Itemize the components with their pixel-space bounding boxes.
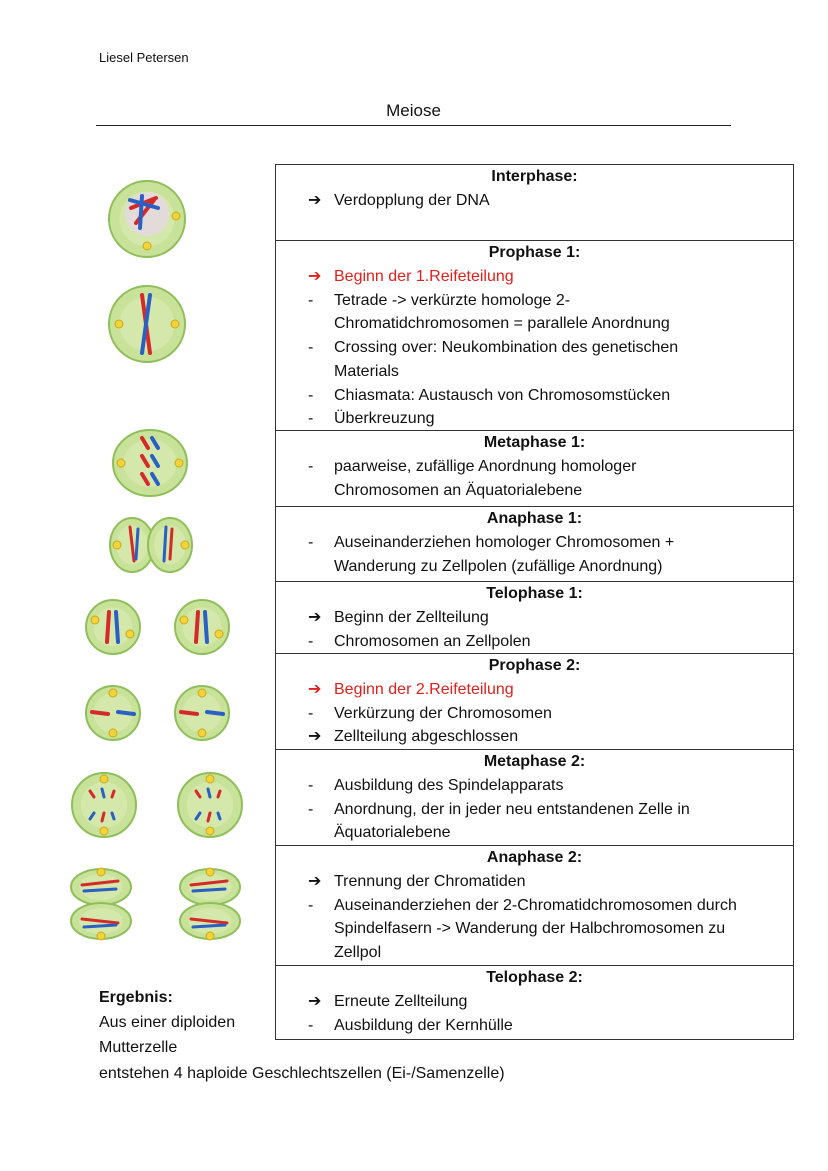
anaphase2-cell-left-illustration xyxy=(68,867,134,941)
phase-line xyxy=(276,384,793,408)
phase-line-text: Chromatidchromosomen = parallele Anordnung xyxy=(334,315,670,333)
dash-bullet: - xyxy=(308,458,314,475)
phase-heading: Telophase 2: xyxy=(486,969,583,986)
prophase1-cell-illustration xyxy=(106,283,188,365)
arrow-bullet-icon: ➔ xyxy=(308,192,322,209)
dash-bullet: - xyxy=(308,534,314,551)
phase-heading: Prophase 2: xyxy=(488,657,581,674)
anaphase1-cell-illustration xyxy=(108,515,194,575)
phase-line-text: Chromosomen an Äquatorialebene xyxy=(334,481,583,499)
phase-table xyxy=(275,164,794,1040)
dash-bullet: - xyxy=(308,1016,314,1034)
phase-line-text: Spindelfasern -> Wanderung der Halbchromosomen zu xyxy=(334,920,726,938)
phase-line xyxy=(276,941,793,965)
phase-line xyxy=(276,894,793,918)
phase-line xyxy=(276,725,793,749)
phase-line-text: Trennung der Chromatiden xyxy=(334,873,526,890)
interphase-cell-illustration xyxy=(106,178,188,260)
prophase2-cell-right-illustration xyxy=(173,684,231,742)
phase-heading: Telophase 1: xyxy=(486,585,583,602)
phase-line-text: Verkürzung der Chromosomen xyxy=(334,704,552,722)
metaphase1-cell-illustration xyxy=(110,427,190,499)
phase-section xyxy=(276,846,793,966)
phase-line xyxy=(276,265,793,289)
phase-line-text: Zellpol xyxy=(334,944,382,962)
phase-line-text: Erneute Zellteilung xyxy=(334,993,468,1010)
arrow-bullet-icon: ➔ xyxy=(308,873,322,890)
phase-line-text: Verdopplung der DNA xyxy=(334,192,490,209)
phase-line-text: paarweise, zufällige Anordnung homologer xyxy=(334,458,637,475)
phase-line xyxy=(276,555,793,579)
phase-line-text: Ausbildung des Spindelapparats xyxy=(334,777,564,794)
arrow-bullet-icon: ➔ xyxy=(308,681,322,698)
phase-heading: Prophase 1: xyxy=(488,244,581,261)
phase-line xyxy=(276,630,793,654)
dash-bullet: - xyxy=(308,339,314,357)
dash-bullet: - xyxy=(308,291,314,309)
phase-section xyxy=(276,165,793,241)
phase-line-text: Chiasmata: Austausch von Chromosomstücken xyxy=(334,386,671,404)
dash-bullet: - xyxy=(308,410,314,428)
prophase2-cell-left-illustration xyxy=(84,684,142,742)
dash-bullet: - xyxy=(308,704,314,722)
phase-line xyxy=(276,1014,793,1038)
arrow-bullet-icon: ➔ xyxy=(308,268,322,285)
title-rule xyxy=(96,125,731,126)
phase-line xyxy=(276,360,793,384)
phase-line-text: Wanderung zu Zellpolen (zufällige Anordnung) xyxy=(334,557,663,575)
phase-line-text: Beginn der Zellteilung xyxy=(334,609,489,626)
phase-line-text: Materials xyxy=(334,362,399,380)
phase-line-text: Tetrade -> verkürzte homologe 2- xyxy=(334,291,571,309)
phase-line-text: Überkreuzung xyxy=(334,410,435,428)
arrow-bullet-icon: ➔ xyxy=(308,993,322,1010)
phase-line xyxy=(276,407,793,431)
phase-line xyxy=(276,774,793,798)
phase-line-text: Beginn der 2.Reifeteilung xyxy=(334,681,514,698)
phase-heading: Anaphase 2: xyxy=(486,849,583,866)
phase-line-text: Anordnung, der in jeder neu entstandenen Zelle in xyxy=(334,800,690,818)
phase-section xyxy=(276,966,793,1040)
page-title: Meiose xyxy=(386,101,441,120)
phase-line-text: Zellteilung abgeschlossen xyxy=(334,728,519,746)
phase-heading: Interphase: xyxy=(491,168,578,185)
dash-bullet: - xyxy=(308,777,314,794)
phase-line xyxy=(276,606,793,630)
phase-section xyxy=(276,431,793,507)
phase-heading: Metaphase 2: xyxy=(483,753,586,770)
phase-section xyxy=(276,507,793,582)
dash-bullet: - xyxy=(308,386,314,404)
telophase1-cell-right-illustration xyxy=(173,598,231,656)
dash-bullet: - xyxy=(308,896,314,914)
phase-line xyxy=(276,189,793,213)
phase-line xyxy=(276,702,793,726)
phase-section xyxy=(276,582,793,654)
author-name: Liesel Petersen xyxy=(99,50,189,65)
phase-line-text: Chromosomen an Zellpolen xyxy=(334,632,531,650)
result-line: Aus einer diploiden xyxy=(99,1014,236,1031)
dash-bullet: - xyxy=(308,800,314,818)
dash-bullet: - xyxy=(308,632,314,650)
phase-heading: Metaphase 1: xyxy=(483,434,586,451)
phase-line-text: Auseinanderziehen homologer Chromosomen + xyxy=(334,534,675,551)
anaphase2-cell-right-illustration xyxy=(177,867,243,941)
phase-line xyxy=(276,455,793,479)
phase-line xyxy=(276,821,793,845)
metaphase2-cell-left-illustration xyxy=(70,771,138,839)
phase-section xyxy=(276,750,793,846)
phase-line-text: Äquatorialebene xyxy=(334,824,451,842)
phase-heading: Anaphase 1: xyxy=(486,510,583,527)
phase-line-text: Beginn der 1.Reifeteilung xyxy=(334,268,514,285)
phase-line-text: Auseinanderziehen der 2-Chromatidchromosomen durch xyxy=(334,896,737,914)
phase-line xyxy=(276,678,793,702)
phase-section xyxy=(276,241,793,431)
phase-line xyxy=(276,870,793,894)
result-line: entstehen 4 haploide Geschlechtszellen (Ei-/Samenzelle) xyxy=(99,1065,505,1082)
phase-line xyxy=(276,990,793,1014)
phase-line xyxy=(276,289,793,313)
phase-line xyxy=(276,531,793,555)
phase-line xyxy=(276,798,793,822)
result-heading: Ergebnis: xyxy=(99,989,173,1006)
phase-line xyxy=(276,479,793,503)
metaphase2-cell-right-illustration xyxy=(176,771,244,839)
phase-line xyxy=(276,312,793,336)
phase-line-text: Crossing over: Neukombination des genetischen xyxy=(334,339,679,357)
phase-line-text: Ausbildung der Kernhülle xyxy=(334,1016,513,1034)
phase-line xyxy=(276,917,793,941)
result-line: Mutterzelle xyxy=(99,1039,178,1056)
phase-section xyxy=(276,654,793,750)
phase-line xyxy=(276,336,793,360)
telophase1-cell-left-illustration xyxy=(84,598,142,656)
arrow-bullet-icon: ➔ xyxy=(308,728,322,746)
arrow-bullet-icon: ➔ xyxy=(308,609,322,626)
